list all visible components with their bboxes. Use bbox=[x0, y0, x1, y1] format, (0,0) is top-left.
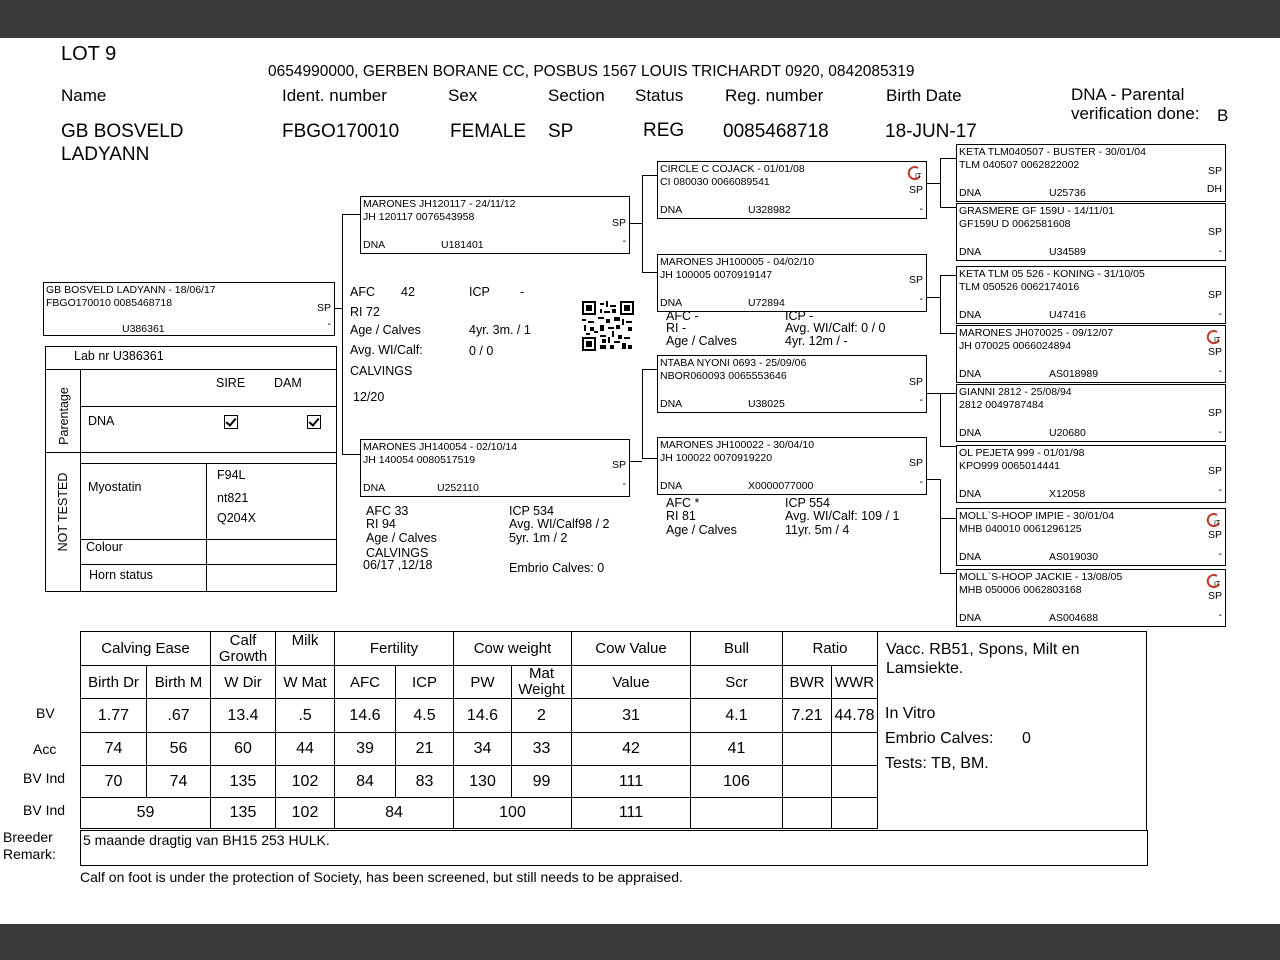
ss-dna-code: U328982 bbox=[748, 204, 791, 216]
dam-box bbox=[360, 439, 630, 497]
dam-icp: ICP 534 bbox=[509, 504, 554, 518]
bv-cell: 14.6 bbox=[335, 699, 396, 733]
col-mat-weight: Mat Weight bbox=[512, 666, 572, 699]
reg-value: 0085468718 bbox=[723, 121, 829, 142]
g8-dna-label: DNA bbox=[959, 612, 982, 624]
dam-afc: AFC 33 bbox=[366, 504, 409, 518]
g1-section: SP bbox=[1207, 165, 1222, 177]
col-scr: Scr bbox=[691, 666, 783, 699]
ind-cell: 84 bbox=[335, 766, 396, 798]
acc-cell: 41 bbox=[691, 733, 783, 766]
acc-cell: 21 bbox=[396, 733, 454, 766]
birth-label: Birth Date bbox=[886, 86, 962, 105]
g4-line1: MARONES JH070025 - 09/12/07 bbox=[959, 327, 1114, 339]
dna-value: B bbox=[1217, 106, 1229, 125]
colour-label: Colour bbox=[86, 540, 123, 554]
dd-age-label: Age / Calves bbox=[666, 523, 737, 537]
col-w-mat: W Mat bbox=[276, 666, 335, 699]
g2-line2: GF159U D 0062581608 bbox=[959, 218, 1071, 230]
lab-number: Lab nr U386361 bbox=[74, 349, 164, 363]
ind-cell: 111 bbox=[572, 766, 691, 798]
g5-dash: - bbox=[1218, 426, 1222, 438]
sd-dash: - bbox=[919, 293, 923, 305]
ggp-box-2 bbox=[956, 203, 1226, 261]
acc-cell: 33 bbox=[512, 733, 572, 766]
bv-cell: 14.6 bbox=[454, 699, 512, 733]
dna-label: DNA - Parental bbox=[1071, 85, 1185, 104]
sire-dash: - bbox=[622, 235, 626, 247]
animal-box-section: SP bbox=[316, 302, 331, 314]
gt-logo-icon bbox=[1206, 512, 1222, 528]
g3-line1: KETA TLM 05 526 - KONING - 31/10/05 bbox=[959, 268, 1145, 280]
g2-section: SP bbox=[1207, 226, 1222, 238]
myostatin-value-3: Q204X bbox=[217, 511, 256, 525]
sex-label: Sex bbox=[448, 86, 478, 105]
ss-section: SP bbox=[908, 184, 923, 196]
ind-cell: 70 bbox=[81, 766, 147, 798]
gt-logo-icon bbox=[1206, 573, 1222, 589]
birth-value: 18-JUN-17 bbox=[885, 121, 977, 142]
group-cow-weight: Cow weight bbox=[454, 632, 572, 666]
ggp-box-5 bbox=[956, 384, 1226, 442]
notes-embrio-label: Embrio Calves: bbox=[885, 730, 994, 747]
g7-section: SP bbox=[1207, 529, 1222, 541]
g4-dna-code: AS018989 bbox=[1049, 368, 1099, 380]
granddam-dam-box bbox=[657, 437, 927, 495]
g7-dash: - bbox=[1218, 548, 1222, 560]
dd-section: SP bbox=[908, 457, 923, 469]
animal-age-label: Age / Calves bbox=[350, 323, 421, 337]
ind-cell: 74 bbox=[147, 766, 211, 798]
grandsire-sire-box bbox=[657, 161, 927, 219]
section-value: SP bbox=[548, 121, 574, 142]
notes-in-vitro: In Vitro bbox=[885, 705, 936, 722]
g5-dna-code: U20680 bbox=[1049, 427, 1086, 439]
group-bull: Bull bbox=[691, 632, 783, 666]
ind2-cell: 111 bbox=[572, 798, 691, 829]
g2-dash: - bbox=[1218, 245, 1222, 257]
row-label-acc: Acc bbox=[33, 741, 57, 757]
notes-vacc-2: Lamsiekte. bbox=[886, 660, 964, 677]
g4-dna-label: DNA bbox=[959, 368, 982, 380]
bv-row bbox=[81, 699, 878, 733]
granddam-sire-box bbox=[657, 355, 927, 413]
group-fertility: Fertility bbox=[335, 632, 454, 666]
bv-cell: 31 bbox=[572, 699, 691, 733]
g8-section: SP bbox=[1207, 590, 1222, 602]
g3-dash: - bbox=[1218, 308, 1222, 320]
sire-box bbox=[360, 196, 630, 254]
dam-wi: Avg. WI/Calf98 / 2 bbox=[509, 517, 610, 531]
sd-dna-code: U72894 bbox=[748, 297, 785, 309]
dam-calving-dates: 06/17 ,12/18 bbox=[363, 558, 433, 572]
ds-dna-code: U38025 bbox=[748, 398, 785, 410]
notes-box bbox=[878, 631, 1147, 832]
bv-table bbox=[80, 631, 878, 829]
animal-icp: - bbox=[520, 285, 525, 299]
ggp-box-1 bbox=[956, 144, 1226, 202]
g7-line2: MHB 040010 0061296125 bbox=[959, 523, 1082, 535]
bv-cell: 7.21 bbox=[783, 699, 832, 733]
ind-cell: 99 bbox=[512, 766, 572, 798]
sd-line1: MARONES JH100005 - 04/02/10 bbox=[660, 256, 815, 268]
animal-calvings-label: CALVINGS bbox=[350, 364, 413, 378]
bottom-bar bbox=[0, 924, 1280, 960]
ind2-cell: 102 bbox=[276, 798, 335, 829]
sire-line1: MARONES JH120117 - 24/11/12 bbox=[363, 198, 516, 210]
g2-line1: GRASMERE GF 159U - 14/11/01 bbox=[959, 205, 1115, 217]
dd-line1: MARONES JH100022 - 30/04/10 bbox=[660, 439, 815, 451]
g1-line2: TLM 040507 0062822002 bbox=[959, 159, 1080, 171]
lab-box bbox=[45, 346, 337, 592]
animal-ri: RI 72 bbox=[350, 305, 380, 319]
ident-value: FBGO170010 bbox=[282, 121, 400, 142]
ggp-box-7 bbox=[956, 508, 1226, 566]
dam-header: DAM bbox=[274, 376, 302, 390]
parentage-label: Parentage bbox=[57, 387, 71, 445]
ggp-box-4 bbox=[956, 325, 1226, 383]
breeder-remark-box bbox=[80, 830, 1148, 866]
gt-logo-icon bbox=[1206, 329, 1222, 345]
bv-cell: .5 bbox=[276, 699, 335, 733]
breeder-label: Breeder bbox=[3, 829, 53, 845]
ds-dna-label: DNA bbox=[660, 398, 683, 410]
g7-dna-code: AS019030 bbox=[1049, 551, 1099, 563]
animal-box-dna: U386361 bbox=[122, 323, 165, 335]
dam-dna-checkbox bbox=[307, 415, 321, 429]
acc-cell: 39 bbox=[335, 733, 396, 766]
sd-dna-label: DNA bbox=[660, 297, 683, 309]
col-birth-dr: Birth Dr bbox=[81, 666, 147, 699]
sex-value: FEMALE bbox=[450, 121, 527, 142]
g1-dna-label: DNA bbox=[959, 187, 982, 199]
ggp-box-3 bbox=[956, 266, 1226, 324]
sd-age-label: Age / Calves bbox=[666, 334, 737, 348]
g5-line2: 2812 0049787484 bbox=[959, 399, 1044, 411]
sire-dna-code: U181401 bbox=[441, 239, 484, 251]
dam-line2: JH 140054 0080517519 bbox=[363, 454, 476, 466]
g2-dna-code: U34589 bbox=[1049, 246, 1086, 258]
ind-cell: 83 bbox=[396, 766, 454, 798]
sd-section: SP bbox=[908, 274, 923, 286]
g5-section: SP bbox=[1207, 407, 1222, 419]
sd-icp: ICP - bbox=[785, 309, 814, 323]
ind2-cell: 84 bbox=[335, 798, 454, 829]
g6-dna-code: X12058 bbox=[1049, 488, 1086, 500]
g8-line2: MHB 050006 0062803168 bbox=[959, 584, 1082, 596]
ind2-cell bbox=[832, 798, 878, 829]
animal-box-line2: FBGO170010 0085468718 bbox=[46, 297, 173, 309]
sd-wi: Avg. WI/Calf: 0 / 0 bbox=[785, 321, 886, 335]
bv-cell: 2 bbox=[512, 699, 572, 733]
ind2-cell bbox=[783, 798, 832, 829]
g2-dna-label: DNA bbox=[959, 246, 982, 258]
dd-afc: AFC * bbox=[666, 496, 700, 510]
gt-logo-icon bbox=[907, 165, 923, 181]
dna-label-2: verification done: bbox=[1071, 104, 1200, 123]
status-value: REG bbox=[643, 120, 685, 141]
ds-dash: - bbox=[919, 394, 923, 406]
remark-label: Remark: bbox=[3, 846, 56, 862]
svg-text:IT: IT bbox=[1214, 520, 1221, 527]
g6-dna-label: DNA bbox=[959, 488, 982, 500]
g4-line2: JH 070025 0066024894 bbox=[959, 340, 1072, 352]
acc-cell: 44 bbox=[276, 733, 335, 766]
animal-box-dash: - bbox=[327, 318, 331, 330]
ind2-cell bbox=[691, 798, 783, 829]
g8-line1: MOLL`S-HOOP JACKIE - 13/08/05 bbox=[959, 571, 1123, 583]
svg-text:IT: IT bbox=[915, 173, 922, 180]
g4-section: SP bbox=[1207, 346, 1222, 358]
g1-extra: DH bbox=[1206, 183, 1222, 195]
dam-ri: RI 94 bbox=[366, 517, 396, 531]
animal-calving-dates: 12/20 bbox=[353, 390, 385, 404]
ds-section: SP bbox=[908, 376, 923, 388]
g8-dna-code: AS004688 bbox=[1049, 612, 1099, 624]
dam-dna-label: DNA bbox=[363, 482, 386, 494]
g3-dna-label: DNA bbox=[959, 309, 982, 321]
acc-cell: 60 bbox=[211, 733, 276, 766]
group-cow-value: Cow Value bbox=[572, 632, 691, 666]
ident-label: Ident. number bbox=[282, 86, 387, 105]
col-bwr: BWR bbox=[783, 666, 832, 699]
status-label: Status bbox=[635, 86, 684, 105]
ind-cell bbox=[783, 766, 832, 798]
ind2-row bbox=[81, 798, 878, 829]
horn-label: Horn status bbox=[89, 568, 153, 582]
sd-ri: RI - bbox=[666, 321, 687, 335]
ss-line1: CIRCLE C COJACK - 01/01/08 bbox=[660, 163, 805, 175]
bv-cell: 1.77 bbox=[81, 699, 147, 733]
g7-dna-label: DNA bbox=[959, 551, 982, 563]
dd-ri: RI 81 bbox=[666, 509, 696, 523]
acc-row bbox=[81, 733, 878, 766]
col-icp: ICP bbox=[396, 666, 454, 699]
row-label-bv-ind: BV Ind bbox=[23, 770, 66, 786]
myostatin-value-1: F94L bbox=[217, 468, 246, 482]
dam-line1: MARONES JH140054 - 02/10/14 bbox=[363, 441, 518, 453]
footer-note: Calf on foot is under the protection of Society, has been screened, but still needs to be appraised. bbox=[80, 869, 683, 885]
ss-dash: - bbox=[919, 203, 923, 215]
dam-embrio: Embrio Calves: 0 bbox=[509, 561, 605, 575]
g8-dash: - bbox=[1218, 609, 1222, 621]
grandsire-dam-box bbox=[657, 254, 927, 312]
not-tested-label: NOT TESTED bbox=[56, 472, 70, 552]
g1-line1: KETA TLM040507 - BUSTER - 30/01/04 bbox=[959, 146, 1146, 158]
sire-dna-label: DNA bbox=[363, 239, 386, 251]
ind-cell: 102 bbox=[276, 766, 335, 798]
acc-cell: 42 bbox=[572, 733, 691, 766]
animal-box-line1: GB BOSVELD LADYANN - 18/06/17 bbox=[46, 284, 216, 296]
acc-cell: 56 bbox=[147, 733, 211, 766]
name-label: Name bbox=[61, 86, 107, 105]
dam-dna-code: U252110 bbox=[437, 482, 479, 494]
animal-afc: 42 bbox=[401, 285, 415, 299]
dam-section: SP bbox=[611, 459, 626, 471]
ss-dna-label: DNA bbox=[660, 204, 683, 216]
group-calving-ease: Calving Ease bbox=[81, 632, 211, 666]
animal-icp-label: ICP bbox=[469, 285, 490, 299]
g3-line2: TLM 050526 0062174016 bbox=[959, 281, 1080, 293]
g4-dash: - bbox=[1218, 365, 1222, 377]
animal-name-1: GB BOSVELD bbox=[61, 121, 184, 142]
notes-embrio-value: 0 bbox=[1022, 730, 1031, 747]
col-birth-m: Birth M bbox=[147, 666, 211, 699]
acc-cell bbox=[832, 733, 878, 766]
row-label-bv-ind-2: BV Ind bbox=[23, 802, 66, 818]
g5-line1: GIANNI 2812 - 25/08/94 bbox=[959, 386, 1072, 398]
sire-header: SIRE bbox=[216, 376, 246, 390]
svg-text:IT: IT bbox=[1214, 337, 1221, 344]
dna-row-label: DNA bbox=[88, 414, 115, 428]
dd-dna-code: X0000077000 bbox=[748, 480, 814, 492]
animal-wi: 0 / 0 bbox=[469, 344, 494, 358]
g6-line2: KPO999 0065014441 bbox=[959, 460, 1061, 472]
ind2-cell: 100 bbox=[454, 798, 572, 829]
lot-number: LOT 9 bbox=[61, 43, 117, 65]
g3-dna-code: U47416 bbox=[1049, 309, 1086, 321]
dam-dash: - bbox=[622, 478, 626, 490]
col-w-dir: W Dir bbox=[211, 666, 276, 699]
notes-vacc: Vacc. RB51, Spons, Milt en bbox=[886, 641, 1080, 658]
svg-text:IT: IT bbox=[1214, 581, 1221, 588]
acc-cell: 74 bbox=[81, 733, 147, 766]
dd-icp: ICP 554 bbox=[785, 496, 830, 510]
dd-wi: Avg. WI/Calf: 109 / 1 bbox=[785, 509, 900, 523]
animal-name-2: LADYANN bbox=[61, 144, 150, 165]
breeder-remark-text: 5 maande dragtig van BH15 253 HULK. bbox=[83, 832, 330, 848]
col-afc: AFC bbox=[335, 666, 396, 699]
reg-label: Reg. number bbox=[725, 86, 824, 105]
col-value: Value bbox=[572, 666, 691, 699]
animal-age: 4yr. 3m. / 1 bbox=[469, 323, 531, 337]
col-pw: PW bbox=[454, 666, 512, 699]
bv-cell: 13.4 bbox=[211, 699, 276, 733]
ss-line2: CI 080030 0066089541 bbox=[660, 176, 770, 188]
animal-wi-label: Avg. WI/Calf: bbox=[350, 343, 423, 357]
ggp-box-6 bbox=[956, 445, 1226, 503]
dam-age-label: Age / Calves bbox=[366, 531, 437, 545]
acc-cell bbox=[783, 733, 832, 766]
group-calf-growth-label: Calf Growth bbox=[218, 631, 268, 665]
ind2-cell: 59 bbox=[81, 798, 211, 829]
sd-afc: AFC - bbox=[666, 309, 699, 323]
bv-cell: 4.5 bbox=[396, 699, 454, 733]
g6-section: SP bbox=[1207, 465, 1222, 477]
sd-line2: JH 100005 0070919147 bbox=[660, 269, 773, 281]
g3-section: SP bbox=[1207, 289, 1222, 301]
sire-dna-checkbox bbox=[224, 415, 238, 429]
ind-row bbox=[81, 766, 878, 798]
dam-age: 5yr. 1m / 2 bbox=[509, 531, 568, 545]
ind-cell bbox=[832, 766, 878, 798]
sire-line2: JH 120117 0076543958 bbox=[363, 211, 475, 223]
group-ratio: Ratio bbox=[783, 632, 878, 666]
notes-tests: Tests: TB, BM. bbox=[885, 755, 989, 772]
myostatin-label: Myostatin bbox=[88, 480, 142, 494]
bv-cell: 4.1 bbox=[691, 699, 783, 733]
group-milk: Milk bbox=[276, 632, 335, 666]
sd-age: 4yr. 12m / - bbox=[785, 334, 848, 348]
row-label-bv: BV bbox=[36, 705, 55, 721]
g6-line1: OL PEJETA 999 - 01/01/98 bbox=[959, 447, 1085, 459]
dd-line2: JH 100022 0070919220 bbox=[660, 452, 773, 464]
animal-afc-label: AFC bbox=[350, 285, 375, 299]
g6-dash: - bbox=[1218, 484, 1222, 496]
top-bar bbox=[0, 0, 1280, 38]
sire-section: SP bbox=[611, 217, 626, 229]
col-wwr: WWR bbox=[832, 666, 878, 699]
bv-cell: 44.78 bbox=[832, 699, 878, 733]
dam-calvings: CALVINGS bbox=[366, 546, 429, 560]
ind-cell: 106 bbox=[691, 766, 783, 798]
ds-line2: NBOR060093 0065553646 bbox=[660, 370, 787, 382]
dd-age: 11yr. 5m / 4 bbox=[785, 523, 850, 537]
acc-cell: 34 bbox=[454, 733, 512, 766]
dd-dash: - bbox=[919, 476, 923, 488]
ind2-cell: 135 bbox=[211, 798, 276, 829]
ind-cell: 135 bbox=[211, 766, 276, 798]
ind-cell: 130 bbox=[454, 766, 512, 798]
qr-code-icon bbox=[582, 301, 634, 351]
ds-line1: NTABA NYONI 0693 - 25/09/06 bbox=[660, 357, 807, 369]
g5-dna-label: DNA bbox=[959, 427, 982, 439]
ggp-box-8 bbox=[956, 569, 1226, 627]
animal-box bbox=[43, 282, 335, 336]
owner-line: 0654990000, GERBEN BORANE CC, POSBUS 1567 LOUIS TRICHARDT 0920, 0842085319 bbox=[268, 63, 915, 80]
bv-cell: .67 bbox=[147, 699, 211, 733]
g7-line1: MOLL`S-HOOP IMPIE - 30/01/04 bbox=[959, 510, 1115, 522]
g1-dna-code: U25736 bbox=[1049, 187, 1086, 199]
dd-dna-label: DNA bbox=[660, 480, 683, 492]
section-label: Section bbox=[548, 86, 605, 105]
group-calf-growth bbox=[211, 632, 276, 666]
myostatin-value-2: nt821 bbox=[217, 491, 249, 505]
